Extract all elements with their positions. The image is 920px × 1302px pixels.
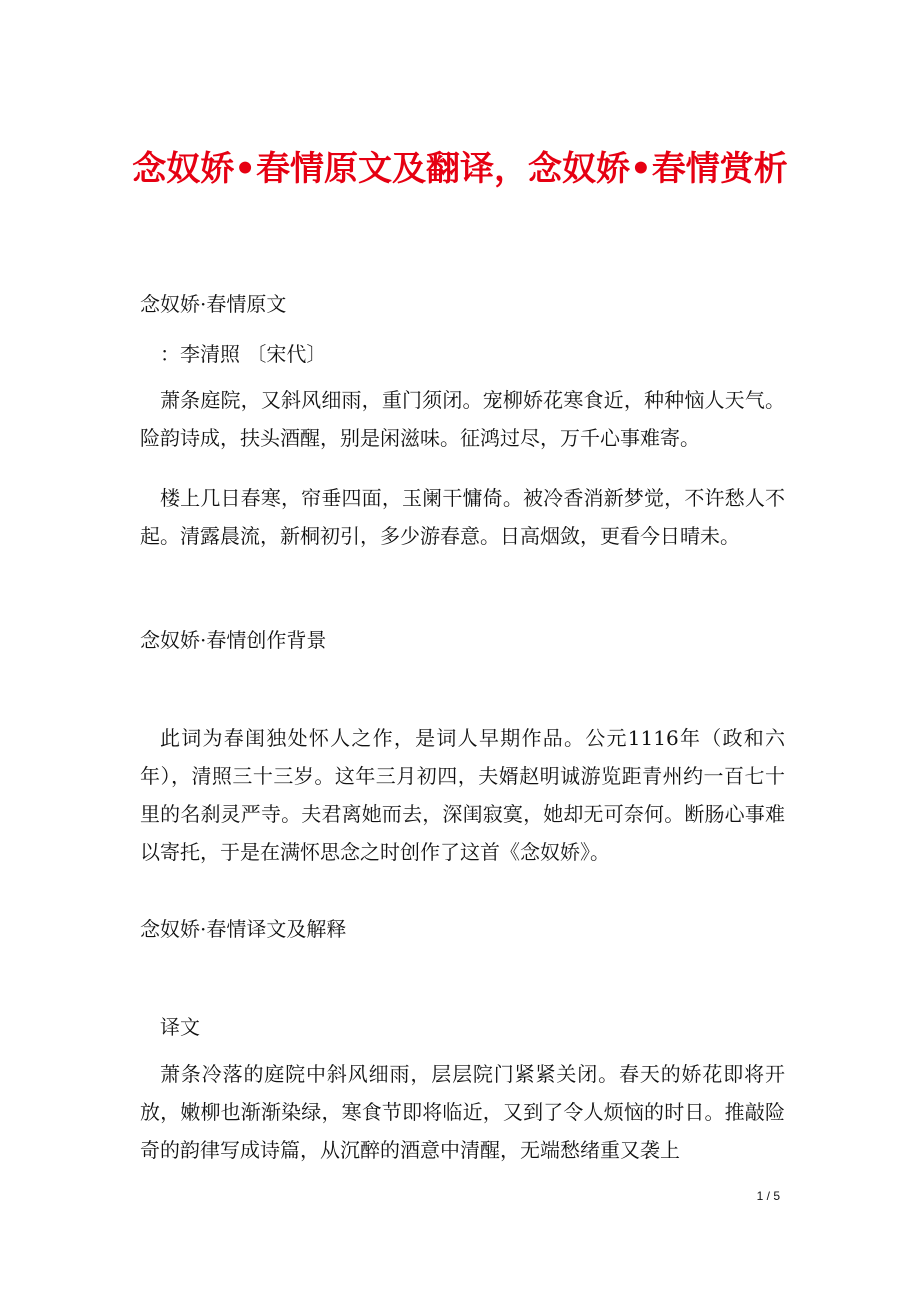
poem-stanza-1: 萧条庭院，又斜风细雨，重门须闭。宠柳娇花寒食近，种种恼人天气。险韵诗成，扶头酒醒，别是闲滋味。征鸿过尽，万千心事难寄。 [140,388,785,450]
translation-paragraph: 萧条冷落的庭院中斜风细雨，层层院门紧紧关闭。春天的娇花即将开放，嫩柳也渐渐染绿，寒食节即将临近，又到了令人烦恼的时日。推敲险奇的韵律写成诗篇，从沉醉的酒意中清醒，无端愁绪重又袭上 [140,1062,785,1162]
author-line: ：李清照 〔宋代〕 [160,342,327,366]
page-number: 1 / 5 [756,1189,780,1203]
document-title: 念奴娇•春情原文及翻译，念奴娇•春情赏析 [132,149,788,189]
section-heading-translation: 念奴娇·春情译文及解释 [140,917,347,941]
translation-subheading: 译文 [160,1015,200,1039]
poem-stanza-2: 楼上几日春寒，帘垂四面，玉阑干慵倚。被冷香消新梦觉，不许愁人不起。清露晨流，新桐初引，多少游春意。日高烟敛，更看今日晴未。 [140,486,785,548]
section-heading-original: 念奴娇·春情原文 [140,292,287,316]
section-heading-background: 念奴娇·春情创作背景 [140,628,327,652]
background-paragraph: 此词为春闺独处怀人之作，是词人早期作品。公元1116年（政和六年），清照三十三岁。这年三月初四，夫婿赵明诚游览距青州约一百七十里的名刹灵严寺。夫君离她而去，深闺寂寞，她却无可奈何。断肠心事难以寄托，于是在满怀思念之时创作了这首《念奴娇》。 [140,726,785,864]
